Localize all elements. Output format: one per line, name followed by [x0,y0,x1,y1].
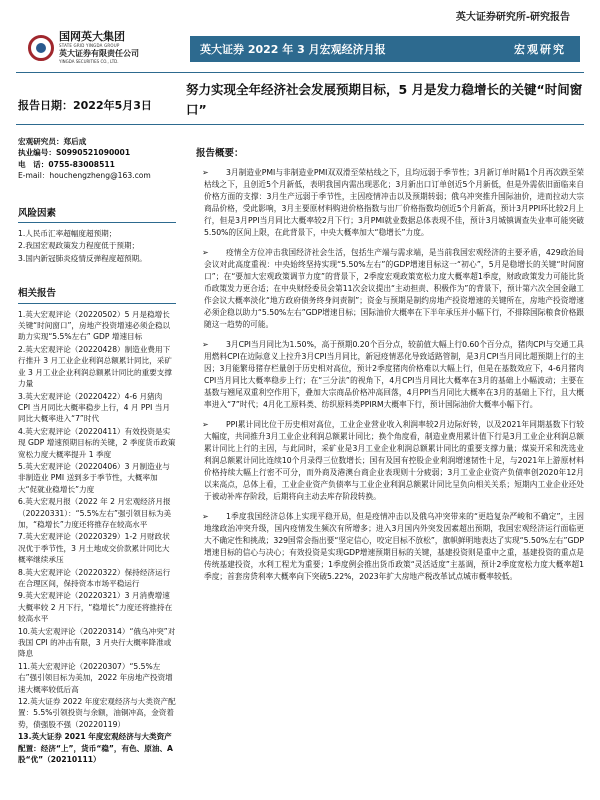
bullet-arrow-icon: ➢ [202,512,209,521]
company-logo [28,28,188,68]
logo-company-en: YINGDA SECURITIES CO., LTD. [59,59,119,64]
analyst-name: 宏观研究员：郑后成 [18,137,87,146]
bullet-arrow-icon: ➢ [202,340,209,349]
analyst-phone: 电 话：0755-83008511 [18,159,115,169]
logo-group-en: STATE GRID YINGDA GROUP [59,43,120,48]
report-title: 努力实现全年经济社会发展预期目标，5 月是发力稳增长的关键“时间窗口” [186,82,583,117]
summary-paragraph [196,339,584,411]
logo-group-cn: 国网英大集团 [59,30,125,43]
risk-title: 风险因素 [18,208,176,223]
bullet-arrow-icon: ➢ [202,168,209,177]
left-sidebar [18,136,176,767]
banner-title: 英大证券 2022 年 3 月宏观经济月报 [200,43,386,56]
analyst-license: 执业编号：S0990521090001 [18,148,131,158]
summary-paragraph [196,511,584,583]
risk-item: 3.国内新冠肺炎疫情反弹程度超预期。 [18,253,147,263]
risk-list [18,228,176,264]
header-divider [16,72,584,73]
logo-company-cn: 英大证券有限责任公司 [59,49,139,58]
summary-paragraph [196,419,584,503]
institute-label: 英大证券研究所-研究报告 [455,12,570,23]
summary-paragraph [196,167,584,239]
title-divider [16,124,584,125]
related-report-item[interactable]: 13.英大证券 2021 年度宏观经济与大类资产配置：经济“上”，货币“稳”，有色、原油、A 股“优”（20210111） [18,732,173,765]
banner-category: 宏观研究 [514,43,566,56]
analyst-email[interactable]: E-mail：houchengzheng@163.com [18,171,151,181]
report-date: 报告日期：2022年5月3日 [18,99,152,112]
related-report-item[interactable]: 1.英大宏观评论（20220502）5 月是稳增长关键“时间窗口”，房地产投资增速必须企稳以助力实现“5.5%左右” GDP 增速目标 [18,309,171,342]
summary-paragraph [196,247,584,331]
related-report-item[interactable]: 4.英大宏观评论（20220411）有效投资是实现 GDP 增速预期目标的关键，2 季度货币政策宽松力度大概率提升 1 季度 [18,426,176,459]
summary-section [196,148,584,591]
bullet-arrow-icon: ➢ [202,420,209,429]
related-report-item[interactable]: 8.英大宏观评论（20220322）保持经济运行在合理区间，保持资本市场平稳运行 [18,567,171,588]
related-report-item[interactable]: 3.英大宏观评论（20220422）4-6 月猪肉 CPI 当月同比大概率稳步上行，4 月 PPI 当月同比大概率进入“7”时代 [18,391,170,424]
related-reports-list [18,309,176,766]
related-report-item[interactable]: 7.英大宏观评论（20220329）1-2 月财政状况优于季节性，3 月土地成交价款累计同比大概率继续承压 [18,532,170,565]
summary-paragraph-text: 1季度我国经济总体上实现平稳开局，但是疫情冲击以及俄乌冲突带来的“更趋复杂严峻和不确定”，主因地缘政治冲突升级，国内疫情发生频次有所增多；进入3月国内外突发因素超出预期，我国宏观经济运行面临更大不确定性和挑战；329国常会指出要“坚定信心，咬定目标不放松”，旗帜鲜明地表达了实现“5.50%左右”GDP增速目标的信心与决心；有效投资是实现GDP增速预期目标的关键，基建投资则是重中之重，基建投资的重点是传统基建投资，水利工程尤为重要；1季度例会推出货币政策“灵活适度”主基调，预计2季度宽松力度大概率超1季度；首套房贷利率大概率向下突破5.22%，2023年扩大房地产税改革试点城市概率较低。 [204,512,584,581]
summary-paragraphs [196,167,584,583]
summary-title: 报告概要： [196,148,244,159]
risk-item: 2.我国宏观政策发力程度低于预期； [18,241,140,251]
bullet-arrow-icon: ➢ [202,248,209,257]
related-report-item[interactable]: 2.英大宏观评论（20220428）制造业费用下行推升 3 月工业企业利润总额累计同比，采矿业 3 月工业企业利润总额累计同比的重要支撑力量 [18,344,172,389]
summary-paragraph-text: 3月CPI当月同比为1.50%，高于预期0.20个百分点，较前值大幅上行0.60个百分点，猪肉CPI与交通工具用燃料CPI在边际意义上拉升3月CPI当月同比，新冠疫情恶化导致适路管制，是3月CPI当月同比超预期上行的主因；3月能繁母猪存栏量创于历史相对高位，预计2季度猪肉价格难以大幅上行，但是在基数效应下，4-6月猪肉CPI当月同比大概率稳步上行；在“三分法”的视角下，4月CPI当月同比大概率在3月的基础上小幅波动；主要在基数与翘尾双重利空作用下，叠加大宗商品价格冲高回落，4月PPI当月同比大概率在3月的基础上下行，且大概率进入“7”时代；4月化工原料类、纺织原料类PPIRM大概率下行，预计国际油价大概率小幅下行。 [204,340,584,409]
related-title: 相关报告 [18,288,176,303]
related-report-item[interactable]: 12.英大证券 2022 年度宏观经济与大类资产配置：5.5%引领投资与余额，油铜冲高，金资着势，债强股不强（20220119） [18,697,176,729]
logo-icon [28,35,54,61]
summary-paragraph-text: PPI累计同比位于历史相对高位，工业企业营业收入利润率较2月边际好转，以及2021年同期基数下行较大幅度，共同推升3月工业企业利润总额累计同比；换个角度看，制造业费用累计值下行是3月工业企业利润总额累计同比上行的主因，与此同时，采矿业是3月工业企业利润总额累计同比的重要支撑力量；煤炭开采和洗选业利润总额累计同比连续10个月录得三位数增长；国有及国有控股企业利润增速韧性十足，与2021年上游原材料价格持续大幅上行密不可分，而外商及港澳台商企业表现则十分疲弱；3月工业企业资产负债率创2020年12月以来高点，总体上看，工业企业资产负债率与工业企业利润总额累计同比呈负向相关关系；短期内工业企业还处于被动补库存阶段，后期将向主动去库存阶段转换。 [204,420,584,501]
related-report-item[interactable]: 6.英大宏观月报（2022 年 2 月宏观经济月报（20220331）：“5.5%左右”强引领目标为美加，“稳增长”力度还将推存在较高水平 [18,497,172,529]
header-banner [190,36,580,62]
related-report-item[interactable]: 9.英大宏观评论（20220321）3 月消费增速大概率较 2 月下行，“稳增长”力度还将推持在较高水平 [18,591,173,624]
risk-item: 1.人民币汇率超幅度超预期； [18,229,117,239]
analyst-info [18,136,176,182]
summary-paragraph-text: 3月制造业PMI与非制造业PMI双双滑至荣枯线之下，且均远弱于季节性；3月新订单时隔1个月再次跌至荣枯线之下，且创近5个月新低，表明我国内需出现恶化；3月新出口订单创近5个月新低，但是外需依旧面临来自价格方面的支撑：3月生产远弱于季节性，主因疫情冲击以及预期转弱；俄乌冲突推升国际油价，进而拉动大宗商品价格，受此影响，3月主要原材料购进价格指数与出厂价格指数均创近5个月新高，预计3月PPI环比较2月上行，但是3月PPI当月同比大概率较2月下行；3月PMI就业数据总体表现不佳，预计3月城镇调查失业率可能突破5.50%的区间上限，在此背景下，中央大概率加大“稳增长”力度。 [204,168,584,237]
related-report-item[interactable]: 10.英大宏观评论（20220314）“俄乌冲突”对我国 CPI 的冲击有限，3 月央行大概率降准或降息 [18,626,176,659]
related-report-item[interactable]: 11.英大宏观评论（20220307）“5.5%左右”强引领目标为美加，2022 年房地产投资增速大概率较低后高 [18,661,173,694]
summary-paragraph-text: 疫情全方位冲击我国经济社会生活，包括生产端与需求端，是当前我国宏观经济的主要矛盾，429政治局会议对此高度重视：中央始终坚持实现“5.50%左右”的GDP增速目标这一“初心”，5月是稳增长的关键“时间窗口”；在“要加大宏观政策调节力度”的背景下，2季度宏观政策宽松力度大概率超1季度，财政政策发力可能比货币政策发力更合适；在中央财经委员会第11次会议提出“主动担责、积极作为”的背景下，预计第六次全国金融工作会议大概率淡化“地方政府债务终身问责制”；资金与预期是制约房地产投资增速的关键所在，房地产投资增速必须企稳以助力“5.50%左右”GDP增速目标；国际油价大概率在下半年承压并小幅下行，不排除国际粮食价格跟随这一趋势的可能。 [204,248,584,329]
related-report-item[interactable]: 5.英大宏观评论（20220406）3 月制造业与非制造业 PMI 送到多于季节性，大概率加大“促就业稳增长”力度 [18,461,170,494]
